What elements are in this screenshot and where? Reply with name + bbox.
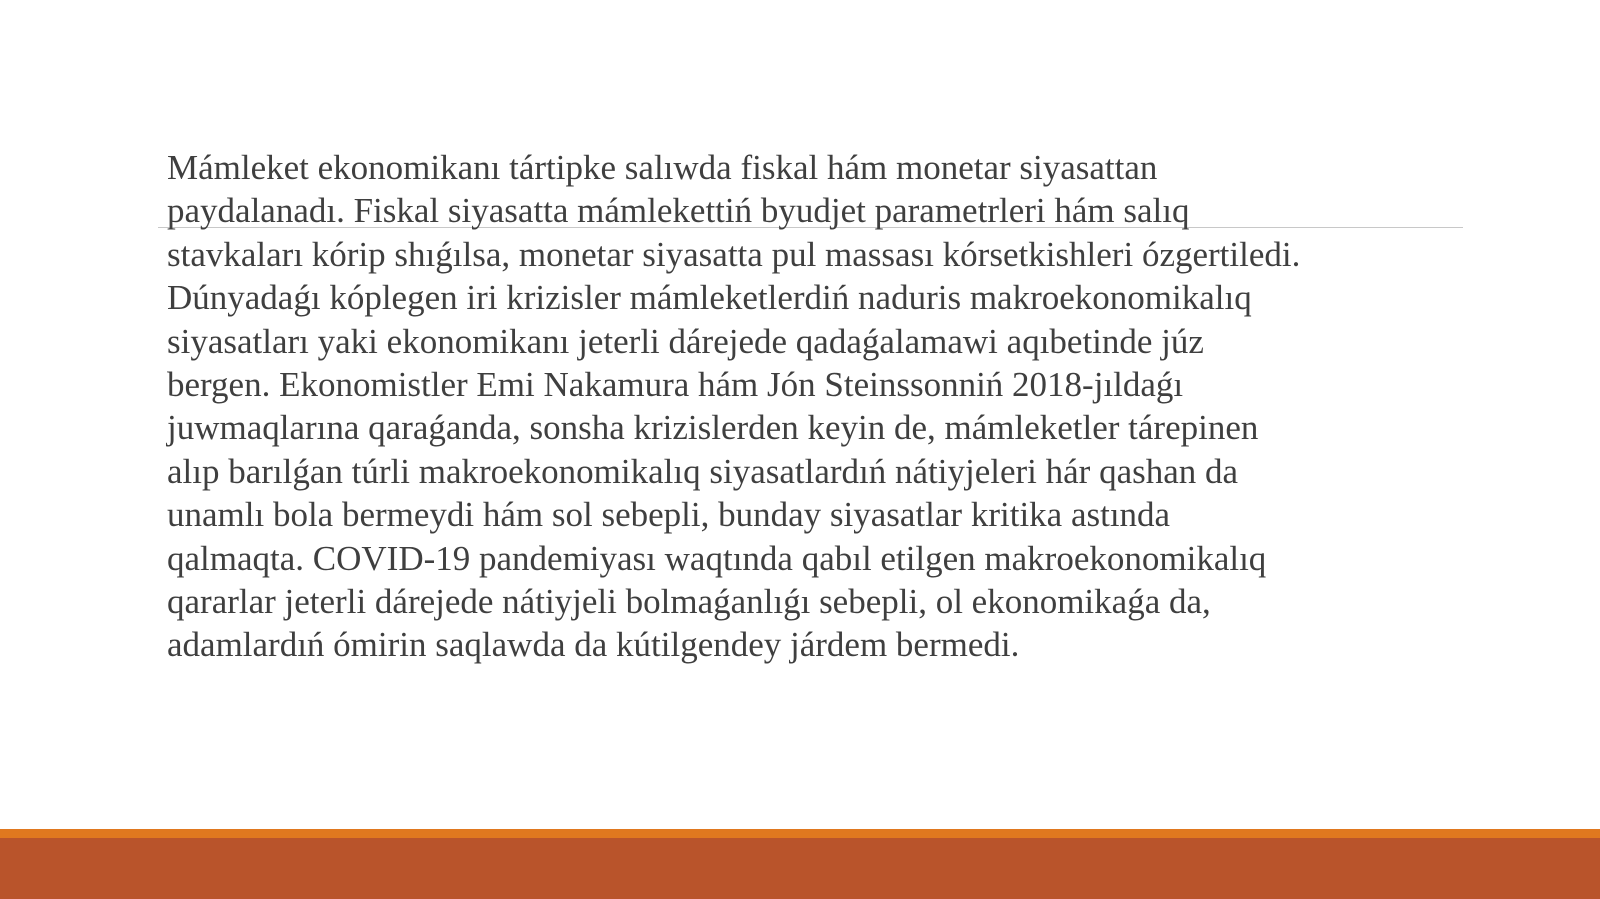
- body-line: siyasatları yaki ekonomikanı jeterli dárejede qadaǵalamawi aqıbetinde júz: [167, 321, 1204, 361]
- body-line: alıp barılǵan túrli makroekonomikalıq siyasatlardıń nátiyjeleri hár qashan da: [167, 451, 1239, 491]
- body-line: unamlı bola bermeydi hám sol sebepli, bunday siyasatlar kritika astında: [167, 495, 1171, 535]
- body-line: juwmaqlarına qaraǵanda, sonsha krizislerden keyin de, mámleketler tárepinen: [167, 408, 1259, 448]
- body-line: Mámleket ekonomikanı tártipke salıwda fiskal hám monetar siyasattan: [167, 148, 1158, 187]
- body-line: paydalanadı. Fiskal siyasatta mámlekettiń byudjet parametrleri hám salıq: [167, 191, 1190, 231]
- body-line: qalmaqta. COVID-19 pandemiyası waqtında qabıl etilgen makroekonomikalıq: [167, 538, 1267, 578]
- body-line: adamlardıń ómirin saqlawda da kútilgendey járdem bermedi.: [167, 625, 1020, 665]
- body-line: Dúnyadaǵı kóplegen iri krizisler mámleketlerdiń naduris makroekonomikalıq: [167, 278, 1252, 318]
- body-line: qararlar jeterli dárejede nátiyjeli bolmaǵanlıǵı sebepli, ol ekonomikaǵa da,: [167, 582, 1211, 622]
- body-line: bergen. Ekonomistler Emi Nakamura hám Jón Steinssonniń 2018-jıldaǵı: [167, 365, 1184, 405]
- footer-accent-stripe: [0, 829, 1600, 838]
- footer-bar: [0, 838, 1600, 899]
- body-line: stavkaları kórip shıǵılsa, monetar siyasatta pul massası kórsetkishleri ózgertiledi.: [167, 234, 1301, 274]
- slide-body-text: [167, 146, 1467, 667]
